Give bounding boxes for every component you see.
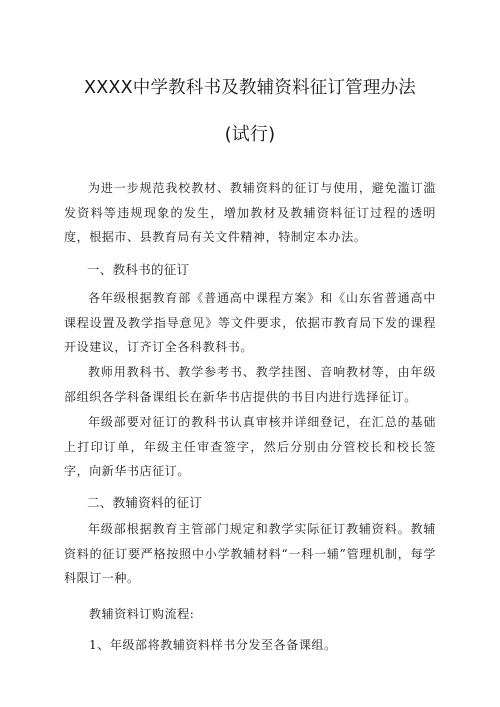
- document-title: XXXX中学教科书及教辅资料征订管理办法: [84, 78, 416, 98]
- section1-paragraph-2: 教师用教科书、教学参考书、教学挂图、音响教材等，由年级部组织各学科备课组长在新华书店提供的书目内进行选择征订。: [64, 365, 436, 404]
- process-step-1: 1、年级部将教辅资料样书分发至各备课组。: [89, 638, 337, 652]
- section1-paragraph-1: 各年级根据教育部《普通高中课程方案》和《山东省普通高中课程设置及教学指导意见》等文件要求，依据市教育局下发的课程开设建议，订齐订全各科教科书。: [64, 291, 436, 354]
- process-label: 教辅资料订购流程:: [89, 607, 195, 621]
- section-heading-textbooks: 一、教科书的征订: [87, 262, 190, 277]
- section2-paragraph-1: 年级部根据教育主管部门规定和教学实际征订教辅资料。教辅资料的征订要严格按照中小学教辅材料“一科一辅”管理机制，每学科限订一种。: [64, 522, 436, 585]
- intro-paragraph: 为进一步规范我校教材、教辅资料的征订与使用，避免滥订滥发资料等违规现象的发生，增加教材及教辅资料征订过程的透明度，根据市、县教育局有关文件精神，特制定本办法。: [64, 181, 436, 244]
- section-heading-supplementary: 二、教辅资料的征订: [87, 495, 203, 510]
- section1-paragraph-3: 年级部要对征订的教科书认真审核并详细登记，在汇总的基础上打印订单，年级主任审查签字，然后分别由分管校长和校长签字，向新华书店征订。: [64, 415, 436, 478]
- document-subtitle: (试行): [224, 124, 276, 145]
